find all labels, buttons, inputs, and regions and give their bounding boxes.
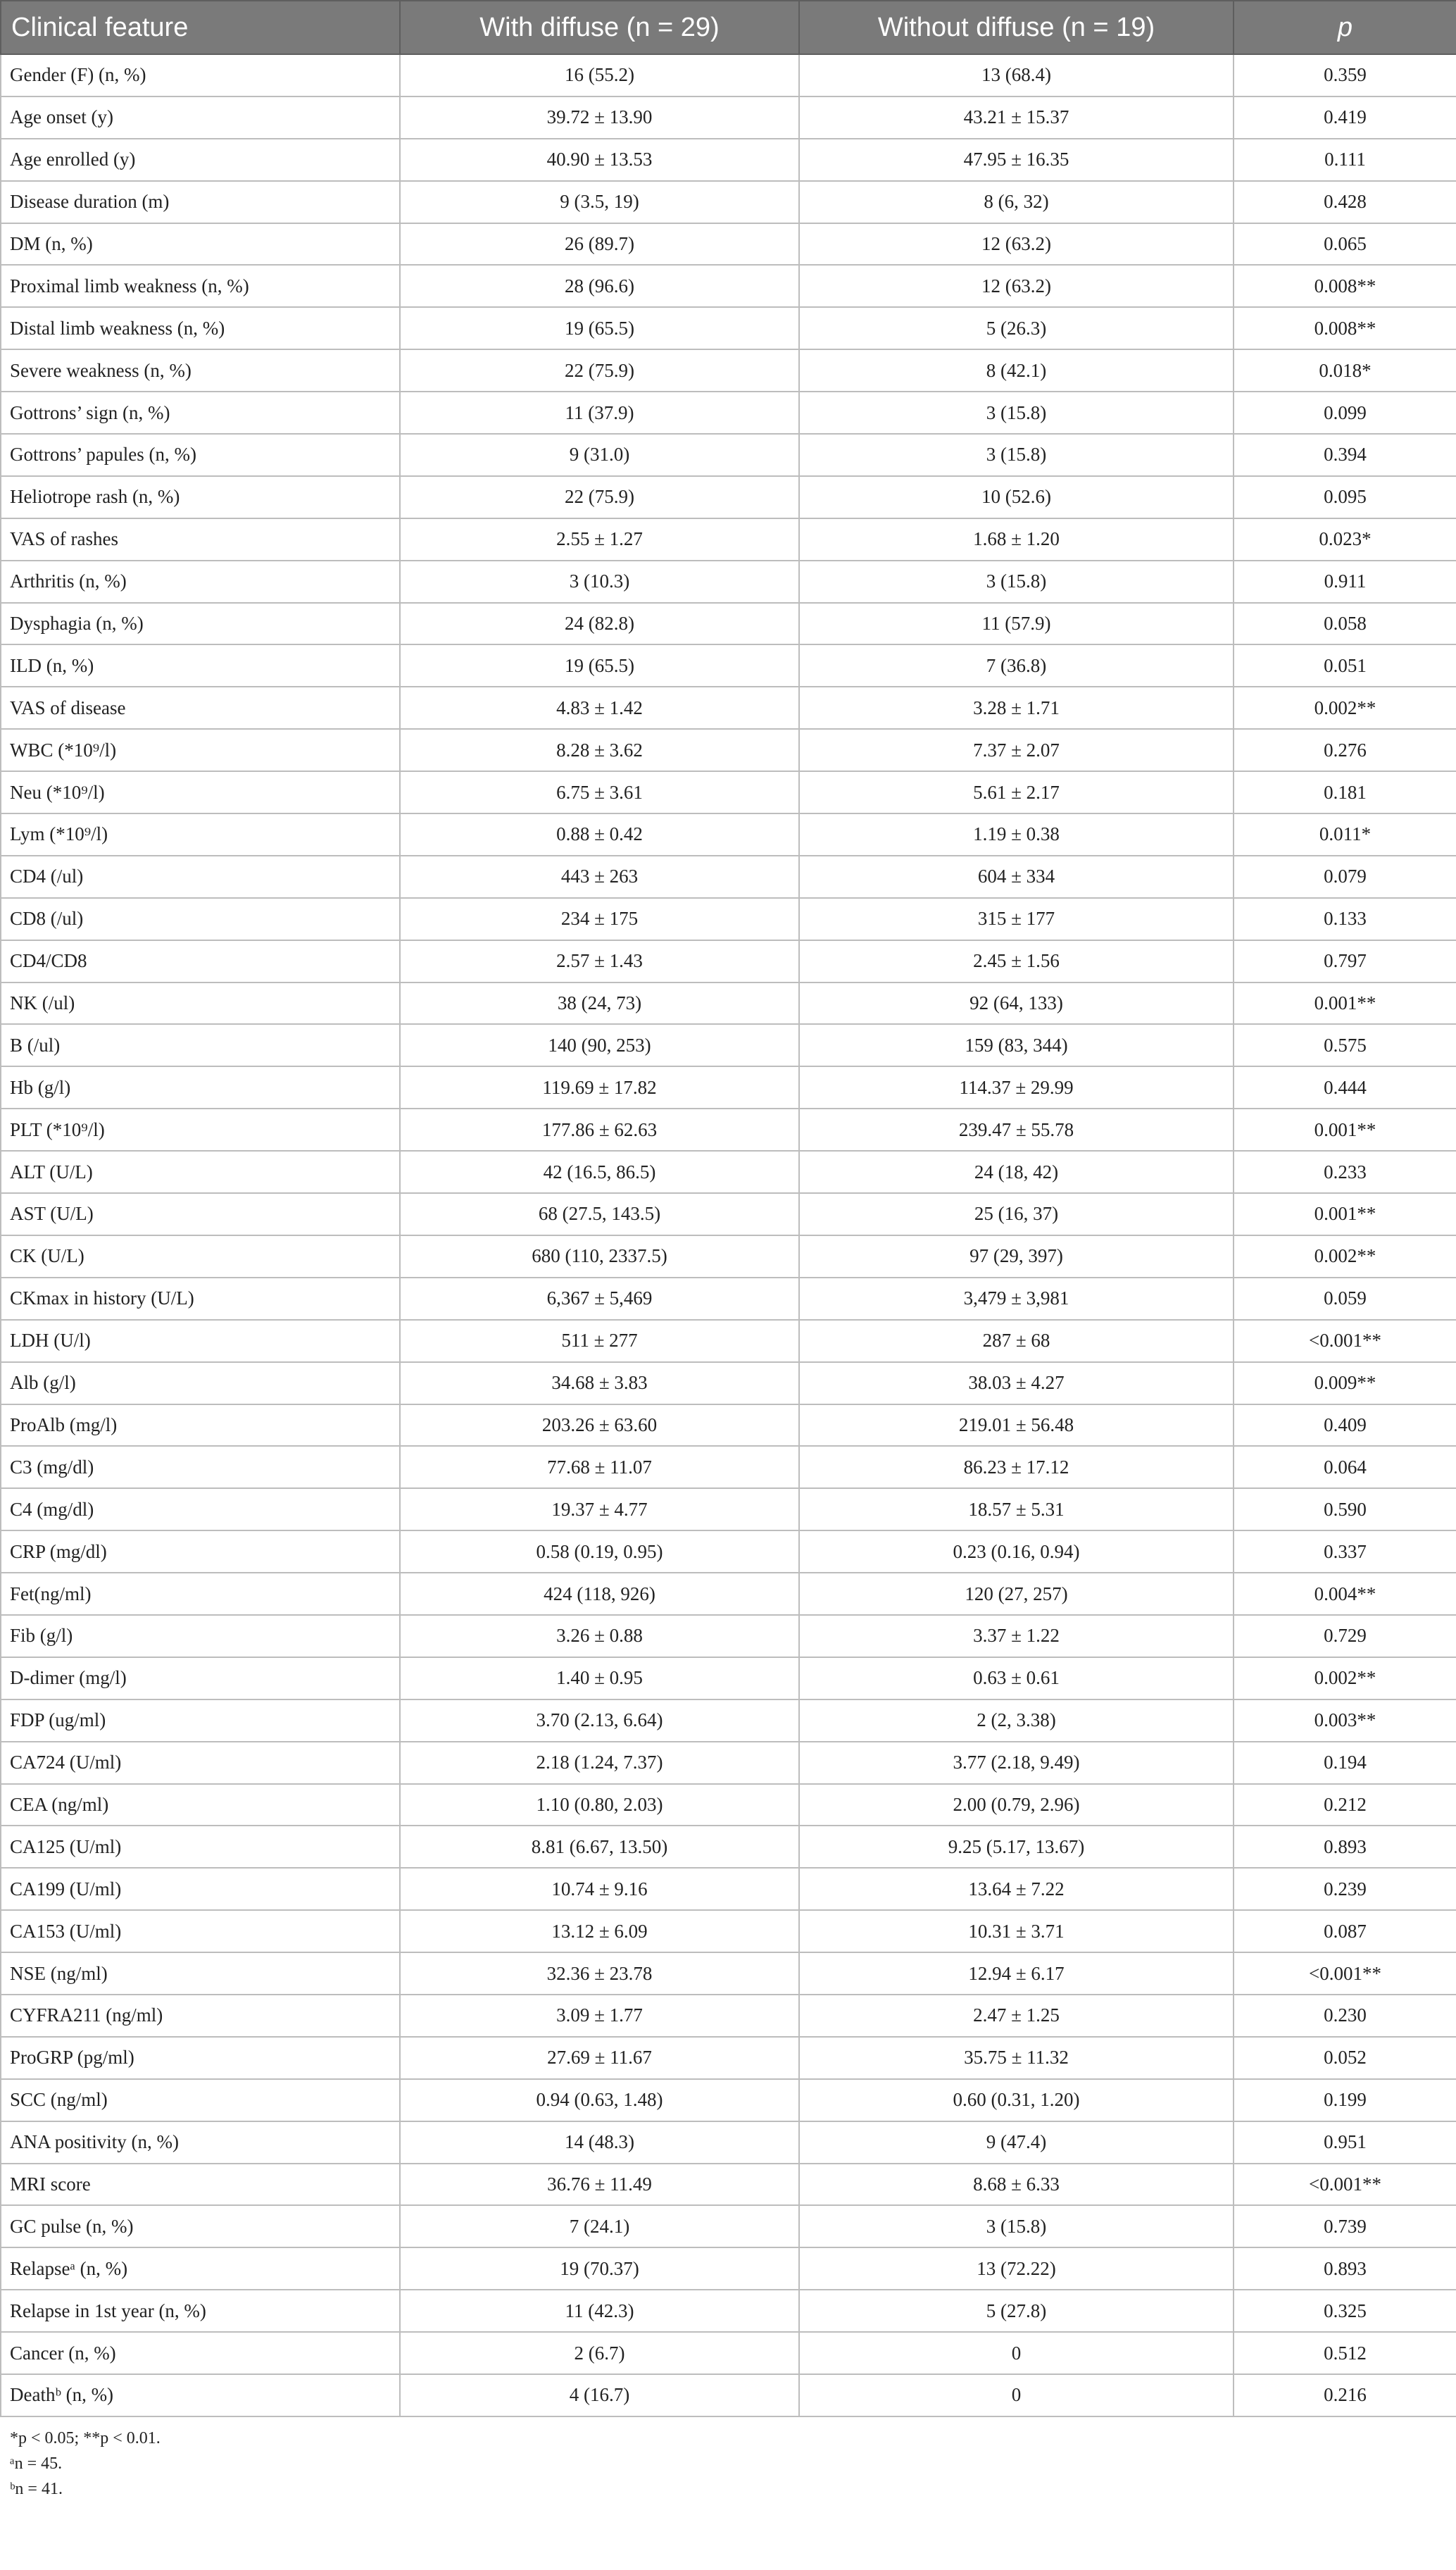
cell-p-value: 0.394 <box>1234 434 1456 476</box>
cell-without-diffuse: 5 (27.8) <box>799 2290 1234 2332</box>
cell-feature: VAS of rashes <box>1 518 400 561</box>
cell-feature: NK (/ul) <box>1 983 400 1025</box>
table-row <box>1 2374 1456 2416</box>
cell-without-diffuse: 3.77 (2.18, 9.49) <box>799 1742 1234 1784</box>
cell-p-value: 0.133 <box>1234 898 1456 940</box>
cell-with-diffuse: 1.10 (0.80, 2.03) <box>400 1784 799 1826</box>
cell-with-diffuse: 3.09 ± 1.77 <box>400 1995 799 2037</box>
table-row <box>1 1362 1456 1404</box>
cell-with-diffuse: 443 ± 263 <box>400 856 799 898</box>
cell-feature: CA153 (U/ml) <box>1 1910 400 1952</box>
cell-with-diffuse: 7 (24.1) <box>400 2205 799 2247</box>
cell-feature: AST (U/L) <box>1 1193 400 1235</box>
cell-p-value: 0.325 <box>1234 2290 1456 2332</box>
table-row <box>1 2037 1456 2079</box>
cell-p-value: 0.444 <box>1234 1066 1456 1109</box>
table-row <box>1 2247 1456 2290</box>
table-row <box>1 1952 1456 1995</box>
cell-feature: D-dimer (mg/l) <box>1 1657 400 1699</box>
cell-with-diffuse: 22 (75.9) <box>400 349 799 392</box>
cell-feature: CD4/CD8 <box>1 940 400 983</box>
cell-with-diffuse: 19 (70.37) <box>400 2247 799 2290</box>
table-row <box>1 1024 1456 1066</box>
cell-without-diffuse: 8.68 ± 6.33 <box>799 2164 1234 2206</box>
cell-feature: Severe weakness (n, %) <box>1 349 400 392</box>
table-row <box>1 1657 1456 1699</box>
cell-without-diffuse: 12 (63.2) <box>799 223 1234 266</box>
cell-with-diffuse: 16 (55.2) <box>400 54 799 96</box>
cell-feature: ALT (U/L) <box>1 1151 400 1193</box>
cell-without-diffuse: 0.60 (0.31, 1.20) <box>799 2079 1234 2121</box>
cell-with-diffuse: 2 (6.7) <box>400 2332 799 2374</box>
table-row <box>1 518 1456 561</box>
cell-p-value: 0.052 <box>1234 2037 1456 2079</box>
cell-with-diffuse: 38 (24, 73) <box>400 983 799 1025</box>
cell-without-diffuse: 43.21 ± 15.37 <box>799 96 1234 139</box>
cell-feature: CRP (mg/dl) <box>1 1530 400 1573</box>
table-row <box>1 1235 1456 1278</box>
cell-without-diffuse: 11 (57.9) <box>799 603 1234 645</box>
table-row <box>1 1278 1456 1320</box>
cell-feature: Hb (g/l) <box>1 1066 400 1109</box>
cell-without-diffuse: 8 (42.1) <box>799 349 1234 392</box>
cell-with-diffuse: 24 (82.8) <box>400 603 799 645</box>
cell-p-value: 0.194 <box>1234 1742 1456 1784</box>
cell-without-diffuse: 2.47 ± 1.25 <box>799 1995 1234 2037</box>
table-row <box>1 2079 1456 2121</box>
cell-p-value: 0.001** <box>1234 1109 1456 1151</box>
cell-with-diffuse: 3.70 (2.13, 6.64) <box>400 1699 799 1742</box>
cell-feature: Disease duration (m) <box>1 181 400 223</box>
cell-without-diffuse: 219.01 ± 56.48 <box>799 1404 1234 1447</box>
cell-without-diffuse: 114.37 ± 29.99 <box>799 1066 1234 1109</box>
cell-with-diffuse: 4 (16.7) <box>400 2374 799 2416</box>
cell-without-diffuse: 7.37 ± 2.07 <box>799 729 1234 771</box>
cell-without-diffuse: 159 (83, 344) <box>799 1024 1234 1066</box>
table-row <box>1 1995 1456 2037</box>
cell-feature: Gottrons’ sign (n, %) <box>1 392 400 434</box>
cell-p-value: 0.087 <box>1234 1910 1456 1952</box>
cell-feature: SCC (ng/ml) <box>1 2079 400 2121</box>
cell-p-value: 0.359 <box>1234 54 1456 96</box>
cell-with-diffuse: 2.55 ± 1.27 <box>400 518 799 561</box>
cell-p-value: 0.004** <box>1234 1573 1456 1615</box>
cell-without-diffuse: 2.45 ± 1.56 <box>799 940 1234 983</box>
table-row <box>1 1488 1456 1530</box>
cell-with-diffuse: 203.26 ± 63.60 <box>400 1404 799 1447</box>
cell-with-diffuse: 39.72 ± 13.90 <box>400 96 799 139</box>
cell-p-value: 0.008** <box>1234 307 1456 349</box>
cell-without-diffuse: 2.00 (0.79, 2.96) <box>799 1784 1234 1826</box>
cell-p-value: 0.018* <box>1234 349 1456 392</box>
cell-with-diffuse: 77.68 ± 11.07 <box>400 1446 799 1488</box>
cell-p-value: 0.893 <box>1234 1826 1456 1868</box>
cell-feature: ANA positivity (n, %) <box>1 2121 400 2164</box>
cell-without-diffuse: 12.94 ± 6.17 <box>799 1952 1234 1995</box>
table-row <box>1 1910 1456 1952</box>
table-row <box>1 2332 1456 2374</box>
cell-with-diffuse: 19 (65.5) <box>400 644 799 687</box>
table-row <box>1 2290 1456 2332</box>
cell-p-value: 0.059 <box>1234 1278 1456 1320</box>
cell-with-diffuse: 19.37 ± 4.77 <box>400 1488 799 1530</box>
cell-p-value: 0.009** <box>1234 1362 1456 1404</box>
cell-feature: ProAlb (mg/l) <box>1 1404 400 1447</box>
cell-p-value: 0.951 <box>1234 2121 1456 2164</box>
cell-with-diffuse: 14 (48.3) <box>400 2121 799 2164</box>
cell-p-value: 0.079 <box>1234 856 1456 898</box>
cell-with-diffuse: 36.76 ± 11.49 <box>400 2164 799 2206</box>
cell-without-diffuse: 0 <box>799 2332 1234 2374</box>
cell-without-diffuse: 1.68 ± 1.20 <box>799 518 1234 561</box>
cell-feature: WBC (*10⁹/l) <box>1 729 400 771</box>
cell-p-value: 0.230 <box>1234 1995 1456 2037</box>
cell-without-diffuse: 0 <box>799 2374 1234 2416</box>
cell-with-diffuse: 3.26 ± 0.88 <box>400 1615 799 1657</box>
cell-feature: C4 (mg/dl) <box>1 1488 400 1530</box>
cell-with-diffuse: 4.83 ± 1.42 <box>400 687 799 729</box>
cell-with-diffuse: 9 (3.5, 19) <box>400 181 799 223</box>
cell-p-value: 0.276 <box>1234 729 1456 771</box>
cell-feature: Alb (g/l) <box>1 1362 400 1404</box>
cell-without-diffuse: 287 ± 68 <box>799 1320 1234 1362</box>
cell-with-diffuse: 0.88 ± 0.42 <box>400 813 799 856</box>
cell-without-diffuse: 18.57 ± 5.31 <box>799 1488 1234 1530</box>
cell-feature: LDH (U/l) <box>1 1320 400 1362</box>
cell-with-diffuse: 2.57 ± 1.43 <box>400 940 799 983</box>
table-row <box>1 181 1456 223</box>
cell-with-diffuse: 68 (27.5, 143.5) <box>400 1193 799 1235</box>
cell-without-diffuse: 604 ± 334 <box>799 856 1234 898</box>
cell-with-diffuse: 13.12 ± 6.09 <box>400 1910 799 1952</box>
cell-without-diffuse: 9 (47.4) <box>799 2121 1234 2164</box>
cell-without-diffuse: 3.28 ± 1.71 <box>799 687 1234 729</box>
cell-with-diffuse: 40.90 ± 13.53 <box>400 139 799 181</box>
table-row <box>1 729 1456 771</box>
cell-feature: CA199 (U/ml) <box>1 1868 400 1910</box>
table-row <box>1 1151 1456 1193</box>
cell-p-value: 0.512 <box>1234 2332 1456 2374</box>
cell-without-diffuse: 35.75 ± 11.32 <box>799 2037 1234 2079</box>
cell-p-value: 0.239 <box>1234 1868 1456 1910</box>
cell-feature: CD8 (/ul) <box>1 898 400 940</box>
table-row <box>1 434 1456 476</box>
cell-feature: Age onset (y) <box>1 96 400 139</box>
table-row <box>1 307 1456 349</box>
table-row <box>1 561 1456 603</box>
cell-feature: Heliotrope rash (n, %) <box>1 476 400 518</box>
cell-feature: CEA (ng/ml) <box>1 1784 400 1826</box>
cell-without-diffuse: 0.63 ± 0.61 <box>799 1657 1234 1699</box>
cell-feature: Relapseᵃ (n, %) <box>1 2247 400 2290</box>
table-row <box>1 898 1456 940</box>
table-body <box>1 54 1456 2416</box>
cell-p-value: 0.797 <box>1234 940 1456 983</box>
cell-without-diffuse: 1.19 ± 0.38 <box>799 813 1234 856</box>
cell-p-value: 0.428 <box>1234 181 1456 223</box>
cell-feature: Neu (*10⁹/l) <box>1 771 400 813</box>
table-row <box>1 2205 1456 2247</box>
cell-without-diffuse: 97 (29, 397) <box>799 1235 1234 1278</box>
cell-p-value: 0.729 <box>1234 1615 1456 1657</box>
cell-feature: Proximal limb weakness (n, %) <box>1 265 400 307</box>
table-row <box>1 392 1456 434</box>
cell-without-diffuse: 3.37 ± 1.22 <box>799 1615 1234 1657</box>
cell-without-diffuse: 13 (72.22) <box>799 2247 1234 2290</box>
cell-feature: ProGRP (pg/ml) <box>1 2037 400 2079</box>
cell-p-value: 0.739 <box>1234 2205 1456 2247</box>
cell-feature: Fet(ng/ml) <box>1 1573 400 1615</box>
table-row <box>1 2164 1456 2206</box>
cell-with-diffuse: 28 (96.6) <box>400 265 799 307</box>
cell-feature: VAS of disease <box>1 687 400 729</box>
cell-without-diffuse: 24 (18, 42) <box>799 1151 1234 1193</box>
cell-p-value: 0.023* <box>1234 518 1456 561</box>
table-row <box>1 139 1456 181</box>
cell-p-value: 0.095 <box>1234 476 1456 518</box>
cell-feature: Distal limb weakness (n, %) <box>1 307 400 349</box>
cell-feature: C3 (mg/dl) <box>1 1446 400 1488</box>
cell-without-diffuse: 3,479 ± 3,981 <box>799 1278 1234 1320</box>
cell-p-value: 0.001** <box>1234 1193 1456 1235</box>
table-row <box>1 940 1456 983</box>
cell-with-diffuse: 424 (118, 926) <box>400 1573 799 1615</box>
table-row <box>1 813 1456 856</box>
cell-feature: CYFRA211 (ng/ml) <box>1 1995 400 2037</box>
cell-without-diffuse: 10.31 ± 3.71 <box>799 1910 1234 1952</box>
table-row <box>1 1320 1456 1362</box>
cell-feature: B (/ul) <box>1 1024 400 1066</box>
table-row <box>1 1868 1456 1910</box>
cell-with-diffuse: 26 (89.7) <box>400 223 799 266</box>
cell-without-diffuse: 3 (15.8) <box>799 2205 1234 2247</box>
cell-with-diffuse: 234 ± 175 <box>400 898 799 940</box>
cell-with-diffuse: 177.86 ± 62.63 <box>400 1109 799 1151</box>
table-row <box>1 1446 1456 1488</box>
cell-with-diffuse: 511 ± 277 <box>400 1320 799 1362</box>
table-row <box>1 1615 1456 1657</box>
cell-p-value: 0.893 <box>1234 2247 1456 2290</box>
cell-p-value: 0.233 <box>1234 1151 1456 1193</box>
cell-feature: CA724 (U/ml) <box>1 1742 400 1784</box>
cell-without-diffuse: 9.25 (5.17, 13.67) <box>799 1826 1234 1868</box>
cell-p-value: 0.065 <box>1234 223 1456 266</box>
cell-feature: Gender (F) (n, %) <box>1 54 400 96</box>
cell-p-value: <0.001** <box>1234 1952 1456 1995</box>
header-clinical-feature: Clinical feature <box>1 1 400 54</box>
cell-p-value: 0.419 <box>1234 96 1456 139</box>
cell-without-diffuse: 25 (16, 37) <box>799 1193 1234 1235</box>
cell-with-diffuse: 1.40 ± 0.95 <box>400 1657 799 1699</box>
table-row <box>1 771 1456 813</box>
cell-feature: FDP (ug/ml) <box>1 1699 400 1742</box>
cell-p-value: 0.002** <box>1234 687 1456 729</box>
cell-with-diffuse: 2.18 (1.24, 7.37) <box>400 1742 799 1784</box>
table-row <box>1 349 1456 392</box>
header-p-value: p <box>1234 1 1456 54</box>
table-row <box>1 603 1456 645</box>
header-with-diffuse: With diffuse (n = 29) <box>400 1 799 54</box>
cell-feature: Lym (*10⁹/l) <box>1 813 400 856</box>
cell-without-diffuse: 8 (6, 32) <box>799 181 1234 223</box>
cell-feature: CK (U/L) <box>1 1235 400 1278</box>
table-row <box>1 1826 1456 1868</box>
cell-with-diffuse: 6.75 ± 3.61 <box>400 771 799 813</box>
cell-with-diffuse: 8.28 ± 3.62 <box>400 729 799 771</box>
table-row <box>1 54 1456 96</box>
table-row <box>1 1784 1456 1826</box>
cell-with-diffuse: 0.94 (0.63, 1.48) <box>400 2079 799 2121</box>
cell-without-diffuse: 86.23 ± 17.12 <box>799 1446 1234 1488</box>
cell-p-value: 0.181 <box>1234 771 1456 813</box>
cell-feature: CD4 (/ul) <box>1 856 400 898</box>
cell-with-diffuse: 680 (110, 2337.5) <box>400 1235 799 1278</box>
table-row <box>1 96 1456 139</box>
cell-without-diffuse: 10 (52.6) <box>799 476 1234 518</box>
table-row <box>1 1404 1456 1447</box>
cell-p-value: <0.001** <box>1234 1320 1456 1362</box>
table-row <box>1 1742 1456 1784</box>
cell-without-diffuse: 0.23 (0.16, 0.94) <box>799 1530 1234 1573</box>
cell-p-value: 0.199 <box>1234 2079 1456 2121</box>
cell-with-diffuse: 19 (65.5) <box>400 307 799 349</box>
table-row <box>1 1109 1456 1151</box>
cell-without-diffuse: 3 (15.8) <box>799 392 1234 434</box>
cell-without-diffuse: 7 (36.8) <box>799 644 1234 687</box>
cell-without-diffuse: 5.61 ± 2.17 <box>799 771 1234 813</box>
cell-feature: Deathᵇ (n, %) <box>1 2374 400 2416</box>
cell-p-value: 0.337 <box>1234 1530 1456 1573</box>
cell-with-diffuse: 8.81 (6.67, 13.50) <box>400 1826 799 1868</box>
table-row <box>1 856 1456 898</box>
cell-p-value: 0.575 <box>1234 1024 1456 1066</box>
cell-without-diffuse: 120 (27, 257) <box>799 1573 1234 1615</box>
cell-with-diffuse: 34.68 ± 3.83 <box>400 1362 799 1404</box>
cell-feature: Dysphagia (n, %) <box>1 603 400 645</box>
table-row <box>1 1573 1456 1615</box>
footnote: *p < 0.05; **p < 0.01. <box>10 2428 161 2447</box>
cell-feature: CKmax in history (U/L) <box>1 1278 400 1320</box>
cell-without-diffuse: 3 (15.8) <box>799 434 1234 476</box>
cell-with-diffuse: 32.36 ± 23.78 <box>400 1952 799 1995</box>
table-row <box>1 2121 1456 2164</box>
cell-p-value: 0.002** <box>1234 1235 1456 1278</box>
cell-p-value: 0.216 <box>1234 2374 1456 2416</box>
cell-without-diffuse: 12 (63.2) <box>799 265 1234 307</box>
cell-p-value: 0.002** <box>1234 1657 1456 1699</box>
table-row <box>1 265 1456 307</box>
cell-with-diffuse: 9 (31.0) <box>400 434 799 476</box>
cell-without-diffuse: 5 (26.3) <box>799 307 1234 349</box>
cell-p-value: <0.001** <box>1234 2164 1456 2206</box>
cell-feature: Arthritis (n, %) <box>1 561 400 603</box>
table-row <box>1 1193 1456 1235</box>
cell-p-value: 0.051 <box>1234 644 1456 687</box>
table-row <box>1 223 1456 266</box>
cell-without-diffuse: 13.64 ± 7.22 <box>799 1868 1234 1910</box>
cell-p-value: 0.008** <box>1234 265 1456 307</box>
cell-with-diffuse: 6,367 ± 5,469 <box>400 1278 799 1320</box>
cell-with-diffuse: 140 (90, 253) <box>400 1024 799 1066</box>
table-row <box>1 1530 1456 1573</box>
cell-feature: Fib (g/l) <box>1 1615 400 1657</box>
table-row <box>1 1699 1456 1742</box>
cell-p-value: 0.064 <box>1234 1446 1456 1488</box>
cell-feature: DM (n, %) <box>1 223 400 266</box>
cell-without-diffuse: 2 (2, 3.38) <box>799 1699 1234 1742</box>
header-row <box>1 1 1456 54</box>
cell-p-value: 0.212 <box>1234 1784 1456 1826</box>
cell-feature: ILD (n, %) <box>1 644 400 687</box>
cell-p-value: 0.099 <box>1234 392 1456 434</box>
cell-without-diffuse: 13 (68.4) <box>799 54 1234 96</box>
table-row <box>1 644 1456 687</box>
footnote: ᵃn = 45. <box>10 2454 63 2473</box>
footnote: ᵇn = 41. <box>10 2479 63 2498</box>
cell-feature: Age enrolled (y) <box>1 139 400 181</box>
cell-without-diffuse: 239.47 ± 55.78 <box>799 1109 1234 1151</box>
table-row <box>1 983 1456 1025</box>
cell-p-value: 0.911 <box>1234 561 1456 603</box>
cell-feature: Gottrons’ papules (n, %) <box>1 434 400 476</box>
cell-without-diffuse: 38.03 ± 4.27 <box>799 1362 1234 1404</box>
cell-p-value: 0.111 <box>1234 139 1456 181</box>
cell-without-diffuse: 315 ± 177 <box>799 898 1234 940</box>
cell-with-diffuse: 11 (37.9) <box>400 392 799 434</box>
cell-feature: Cancer (n, %) <box>1 2332 400 2374</box>
cell-without-diffuse: 92 (64, 133) <box>799 983 1234 1025</box>
cell-with-diffuse: 42 (16.5, 86.5) <box>400 1151 799 1193</box>
footnotes <box>0 2417 1456 2502</box>
cell-feature: GC pulse (n, %) <box>1 2205 400 2247</box>
cell-feature: Relapse in 1st year (n, %) <box>1 2290 400 2332</box>
cell-with-diffuse: 22 (75.9) <box>400 476 799 518</box>
cell-without-diffuse: 47.95 ± 16.35 <box>799 139 1234 181</box>
cell-p-value: 0.590 <box>1234 1488 1456 1530</box>
cell-with-diffuse: 119.69 ± 17.82 <box>400 1066 799 1109</box>
header-without-diffuse: Without diffuse (n = 19) <box>799 1 1234 54</box>
cell-p-value: 0.003** <box>1234 1699 1456 1742</box>
cell-feature: MRI score <box>1 2164 400 2206</box>
cell-without-diffuse: 3 (15.8) <box>799 561 1234 603</box>
cell-p-value: 0.011* <box>1234 813 1456 856</box>
cell-p-value: 0.409 <box>1234 1404 1456 1447</box>
table-row <box>1 687 1456 729</box>
cell-p-value: 0.058 <box>1234 603 1456 645</box>
cell-with-diffuse: 3 (10.3) <box>400 561 799 603</box>
cell-with-diffuse: 10.74 ± 9.16 <box>400 1868 799 1910</box>
cell-p-value: 0.001** <box>1234 983 1456 1025</box>
table-row <box>1 1066 1456 1109</box>
table-row <box>1 476 1456 518</box>
cell-with-diffuse: 0.58 (0.19, 0.95) <box>400 1530 799 1573</box>
cell-with-diffuse: 11 (42.3) <box>400 2290 799 2332</box>
cell-with-diffuse: 27.69 ± 11.67 <box>400 2037 799 2079</box>
cell-feature: NSE (ng/ml) <box>1 1952 400 1995</box>
cell-feature: PLT (*10⁹/l) <box>1 1109 400 1151</box>
cell-feature: CA125 (U/ml) <box>1 1826 400 1868</box>
